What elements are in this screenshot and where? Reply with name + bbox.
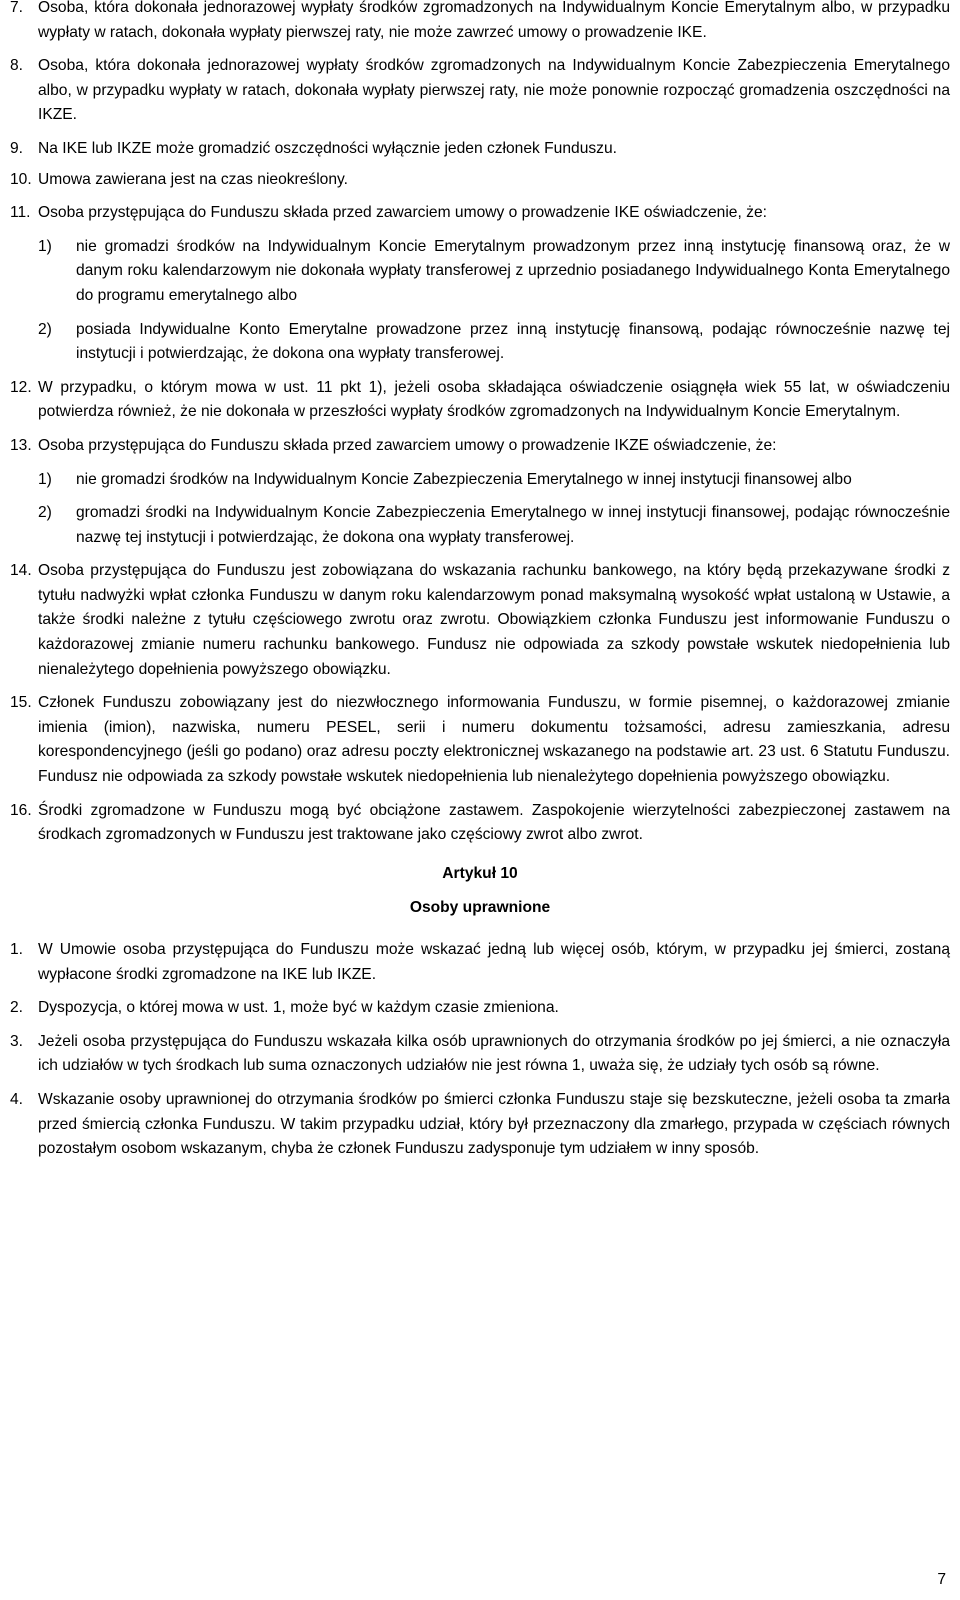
paragraph-text: Członek Funduszu zobowiązany jest do niezwłocznego informowania Funduszu, w formie pisemnej, o każdorazowej zmianie imienia (imion), nazwiska, numeru PESEL, serii i numeru dokumentu tożsamości, adresu zamieszkania, adresu korespondencyjnego (jeśli go podano) oraz adresu poczty elektronicznej wskazanego na podstawie art. 23 ust. 6 Statutu Funduszu. Fundusz nie odpowiada za szkody powstałe wskutek niedopełnienia lub nienależytego dopełnienia powyższego obowiązku. <box>38 694 950 786</box>
point-text: nie gromadzi środków na Indywidualnym Koncie Zabezpieczenia Emerytalnego w innej instytucji finansowej albo <box>76 470 852 488</box>
paragraph-number: 12. <box>10 378 32 396</box>
paragraph-number: 13. <box>10 436 32 454</box>
paragraph-text: Osoba przystępująca do Funduszu składa przed zawarciem umowy o prowadzenie IKE oświadczenie, że: <box>38 204 767 222</box>
paragraph-13-point-2 <box>10 501 950 550</box>
article-title: Artykuł 10 <box>442 864 518 882</box>
paragraph-text: Osoba, która dokonała jednorazowej wypłaty środków zgromadzonych na Indywidualnym Koncie Zabezpieczenia Emerytalnego albo, w przypadku wypłaty w ratach, dokonała wypłaty pierwszej raty, nie może ponownie rozpocząć gromadzenia oszczędności na IKZE. <box>38 57 950 124</box>
paragraph-text: W przypadku, o którym mowa w ust. 11 pkt 1), jeżeli osoba składająca oświadczenie osiągnęła wiek 55 lat, w oświadczeniu potwierdza również, że nie dokonała w przeszłości wypłaty środków zgromadzonych na Indywidualnym Koncie Emerytalnym. <box>38 378 950 421</box>
paragraph-number: 14. <box>10 562 32 580</box>
point-number: 1) <box>38 470 52 488</box>
paragraph-text: W Umowie osoba przystępująca do Funduszu może wskazać jedną lub więcej osób, którym, w przypadku jej śmierci, zostaną wypłacone środki zgromadzone na IKE lub IKZE. <box>38 941 950 983</box>
paragraph-14 <box>10 559 950 682</box>
page-number: 7 <box>937 1571 946 1588</box>
paragraph-text: Na IKE lub IKZE może gromadzić oszczędności wyłącznie jeden członek Funduszu. <box>38 139 617 157</box>
paragraph-13 <box>10 434 950 459</box>
point-text: posiada Indywidualne Konto Emerytalne prowadzone przez inną instytucję finansową, podając równocześnie nazwę tej instytucji i potwierdzając, że dokona ona wypłaty transferowej. <box>76 320 950 363</box>
article-paragraph-4 <box>10 1088 950 1162</box>
paragraph-text: Jeżeli osoba przystępująca do Funduszu wskazała kilka osób uprawnionych do otrzymania środków po jej śmierci, a nie oznaczyła ich udziałów w tych środkach lub suma oznaczonych udziałów nie jest równa 1, uważa się, że udziały tych osób są równe. <box>38 1032 950 1075</box>
point-text: gromadzi środki na Indywidualnym Koncie Zabezpieczenia Emerytalnego w innej instytucji finansowej, podając równocześnie nazwę tej instytucji i potwierdzając, że dokona ona wypłaty transferowej. <box>76 504 950 546</box>
document-body <box>10 0 950 1171</box>
paragraph-number: 7. <box>10 0 24 16</box>
paragraph-number: 8. <box>10 57 24 75</box>
paragraph-number: 4. <box>10 1090 24 1108</box>
point-number: 1) <box>38 237 52 255</box>
paragraph-number: 1. <box>10 941 24 958</box>
paragraph-number: 9. <box>10 139 24 157</box>
paragraph-text: Umowa zawierana jest na czas nieokreślony. <box>38 170 348 188</box>
paragraph-11-point-1 <box>10 235 950 309</box>
point-number: 2) <box>38 504 52 522</box>
paragraph-11 <box>10 201 950 226</box>
paragraph-11-point-2 <box>10 318 950 367</box>
paragraph-number: 3. <box>10 1032 24 1050</box>
article-paragraph-2 <box>10 996 950 1021</box>
paragraph-number: 11. <box>10 204 31 222</box>
paragraph-text: Osoba przystępująca do Funduszu składa przed zawarciem umowy o prowadzenie IKZE oświadczenie, że: <box>38 436 777 454</box>
paragraph-10 <box>10 168 950 193</box>
paragraph-15 <box>10 691 950 789</box>
paragraph-8 <box>10 54 950 128</box>
paragraph-text: Osoba przystępująca do Funduszu jest zobowiązana do wskazania rachunku bankowego, na który będą przekazywane środki z tytułu nadwyżki wpłat członka Funduszu w danym roku kalendarzowym ponad maksymalną wysokość wpłat ustaloną w Ustawie, a także środki należne z tytułu częściowego zwrotu oraz zwrotu. Obowiązkiem członka Funduszu jest informowanie Funduszu o każdorazowej zmianie numeru rachunku bankowego. Fundusz nie odpowiada za szkody powstałe wskutek niedopełnienia lub nienależytego dopełnienia powyższego obowiązku. <box>38 562 950 678</box>
point-text: nie gromadzi środków na Indywidualnym Koncie Emerytalnym prowadzonym przez inną instytucję finansową oraz, że w danym roku kalendarzowym nie dokonała wypłaty transferowej z uprzednio posiadanego Indywidualnego Konta Emerytalnego do programu emerytalnego albo <box>76 237 950 304</box>
paragraph-number: 10. <box>10 170 32 188</box>
paragraph-12 <box>10 376 950 425</box>
paragraph-9 <box>10 137 950 162</box>
article-subtitle: Osoby uprawnione <box>409 899 551 917</box>
paragraph-number: 15. <box>10 694 32 712</box>
paragraph-7 <box>10 0 950 45</box>
point-number: 2) <box>38 320 52 338</box>
paragraph-text: Dyspozycja, o której mowa w ust. 1, może być w każdym czasie zmieniona. <box>38 999 559 1017</box>
paragraph-16 <box>10 799 950 848</box>
paragraph-text: Osoba, która dokonała jednorazowej wypłaty środków zgromadzonych na Indywidualnym Koncie Emerytalnym albo, w przypadku wypłaty w ratach, dokonała wypłaty pierwszej raty, nie może zawrzeć umowy o prowadzenie IKE. <box>38 0 950 41</box>
paragraph-13-point-1 <box>10 468 950 493</box>
paragraph-text: Środki zgromadzone w Funduszu mogą być obciążone zastawem. Zaspokojenie wierzytelności zabezpieczonej zastawem na środkach zgromadzonych w Funduszu jest traktowane jako częściowy zwrot albo zwrot. <box>38 801 950 844</box>
paragraph-number: 16. <box>10 801 32 819</box>
paragraph-number: 2. <box>10 999 24 1017</box>
article-paragraph-1 <box>10 938 950 987</box>
paragraph-text: Wskazanie osoby uprawnionej do otrzymania środków po śmierci członka Funduszu staje się bezskuteczne, jeżeli osoba ta zmarła przed śmiercią członka Funduszu. W takim przypadku udział, który był przeznaczony dla zmarłego, przypada w częściach równych pozostałym osobom wskazanym, chyba że członek Funduszu zadysponuje tym udziałem w inny sposób. <box>38 1090 950 1158</box>
article-paragraph-3 <box>10 1030 950 1079</box>
